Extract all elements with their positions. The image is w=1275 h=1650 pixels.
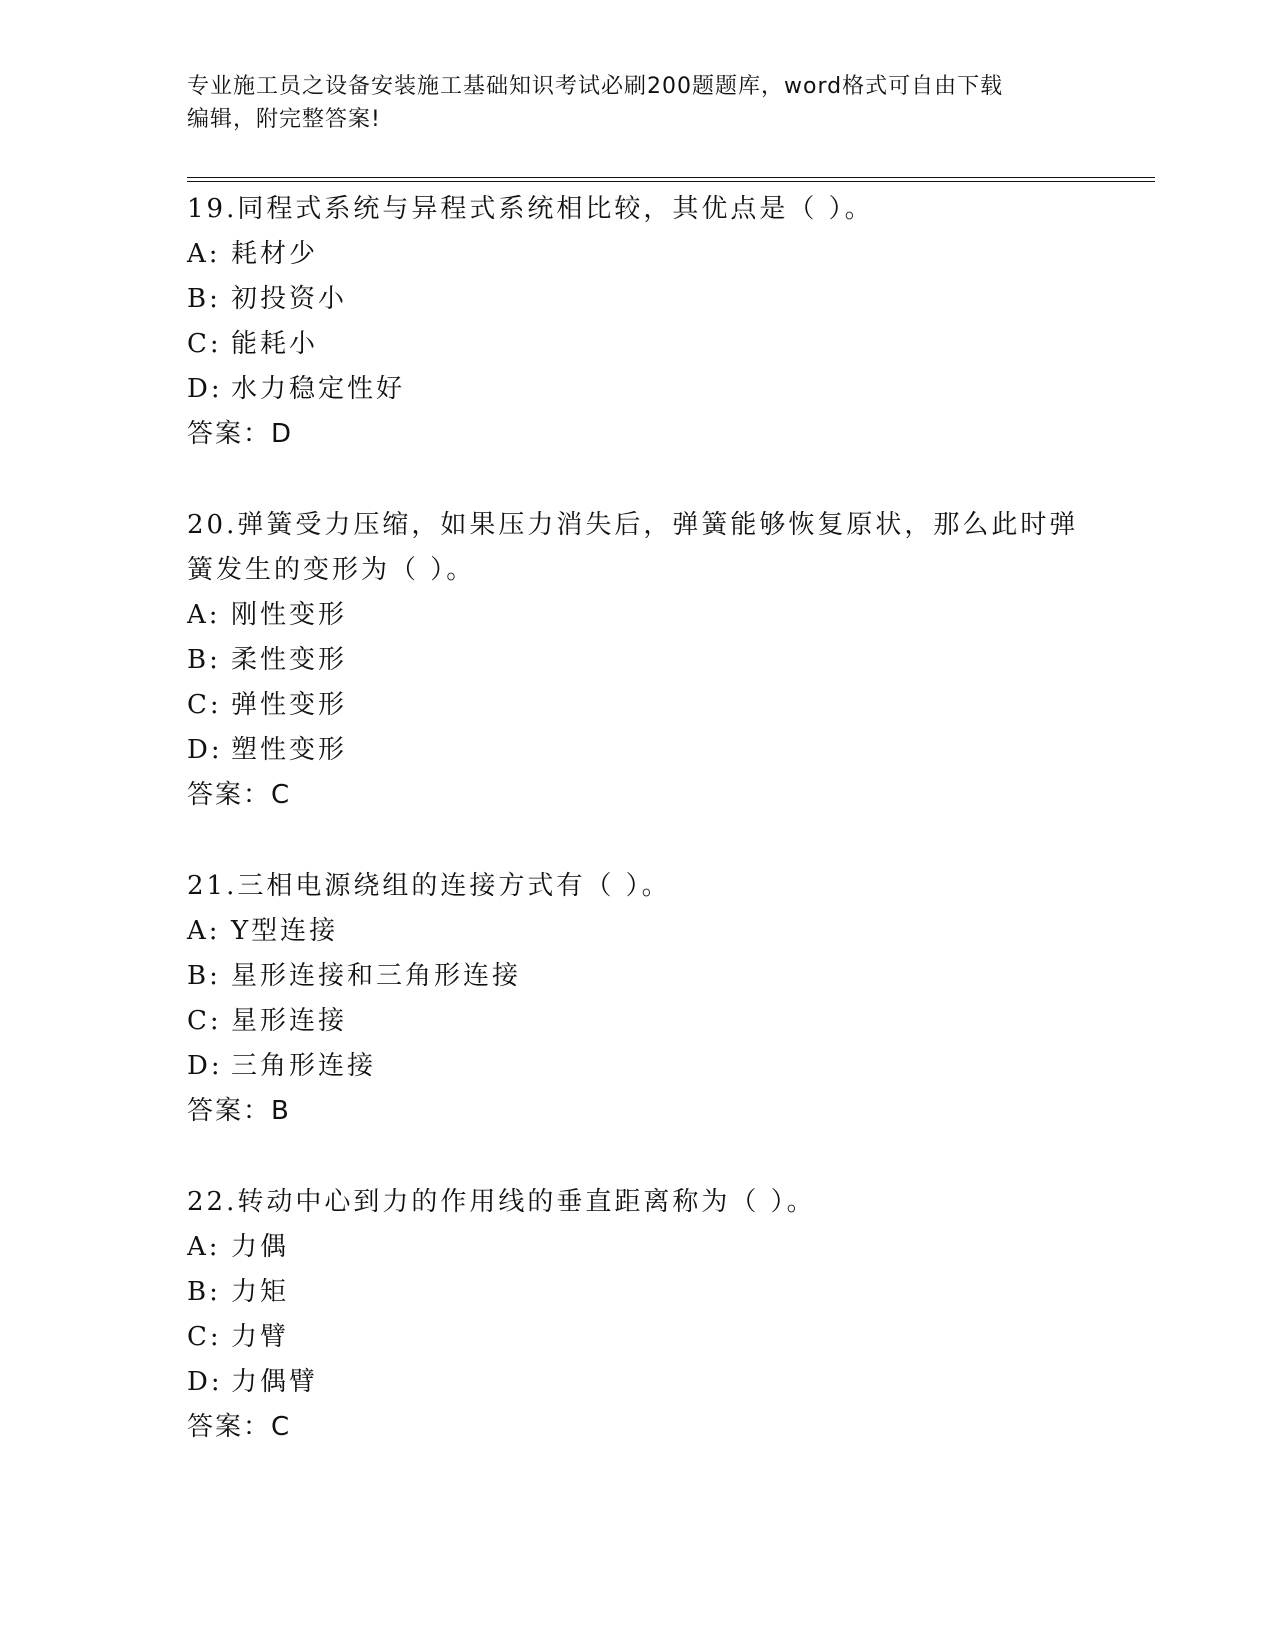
document-header [187, 70, 1067, 136]
option-key: C: [187, 690, 222, 720]
option-c [187, 322, 1087, 367]
option-key: A: [187, 1232, 221, 1262]
answer-line: 答案：D [187, 419, 294, 449]
option-text: 力偶 [231, 1232, 290, 1262]
question-21 [187, 864, 1087, 1134]
option-c [187, 1315, 1087, 1360]
option-b [187, 954, 1087, 999]
option-text: 星形连接 [231, 1006, 348, 1036]
option-b [187, 638, 1087, 683]
option-key: A: [187, 600, 221, 630]
option-text: 柔性变形 [231, 645, 348, 675]
option-d [187, 1360, 1087, 1405]
question-stem-continued: 簧发生的变形为（ ）。 [187, 555, 476, 585]
option-c [187, 999, 1087, 1044]
question-stem: 20.弹簧受力压缩，如果压力消失后，弹簧能够恢复原状，那么此时弹 [187, 510, 1079, 540]
option-key: B: [187, 645, 221, 675]
option-text: 力偶臂 [231, 1367, 319, 1397]
option-key: C: [187, 1006, 222, 1036]
option-key: D: [187, 735, 223, 765]
option-text: 塑性变形 [231, 735, 348, 765]
option-key: A: [187, 239, 221, 269]
option-c [187, 683, 1087, 728]
option-key: D: [187, 1367, 223, 1397]
header-line-1: 专业施工员之设备安装施工基础知识考试必刷200题题库，word格式可自由下载 [187, 74, 1004, 99]
option-key: B: [187, 961, 221, 991]
option-key: A: [187, 916, 221, 946]
header-divider [187, 177, 1155, 182]
option-a [187, 1225, 1087, 1270]
option-a [187, 909, 1087, 954]
option-text: 弹性变形 [231, 690, 348, 720]
option-text: 力臂 [231, 1322, 290, 1352]
option-a [187, 593, 1087, 638]
option-text: 能耗小 [231, 329, 319, 359]
question-stem: 22.转动中心到力的作用线的垂直距离称为（ ）。 [187, 1187, 816, 1217]
option-key: B: [187, 1277, 221, 1307]
option-b [187, 277, 1087, 322]
option-key: B: [187, 284, 221, 314]
option-text: 力矩 [231, 1277, 290, 1307]
option-key: C: [187, 329, 222, 359]
option-text: 刚性变形 [231, 600, 348, 630]
option-d [187, 1044, 1087, 1089]
option-text: 三角形连接 [231, 1051, 377, 1081]
option-text: Y型连接 [231, 916, 339, 946]
question-stem: 21.三相电源绕组的连接方式有（ ）。 [187, 871, 671, 901]
option-key: D: [187, 1051, 223, 1081]
answer-line: 答案：C [187, 780, 292, 810]
question-22 [187, 1180, 1087, 1450]
question-stem: 19.同程式系统与异程式系统相比较，其优点是（ ）。 [187, 194, 874, 224]
option-text: 水力稳定性好 [231, 374, 406, 404]
option-a [187, 232, 1087, 277]
question-20 [187, 503, 1087, 818]
option-d [187, 367, 1087, 412]
header-line-2: 编辑，附完整答案! [187, 107, 381, 132]
option-b [187, 1270, 1087, 1315]
option-key: C: [187, 1322, 222, 1352]
option-text: 耗材少 [231, 239, 319, 269]
option-d [187, 728, 1087, 773]
question-19 [187, 187, 1087, 457]
option-text: 星形连接和三角形连接 [231, 961, 522, 991]
option-text: 初投资小 [231, 284, 348, 314]
answer-line: 答案：B [187, 1096, 291, 1126]
answer-line: 答案：C [187, 1412, 292, 1442]
option-key: D: [187, 374, 223, 404]
